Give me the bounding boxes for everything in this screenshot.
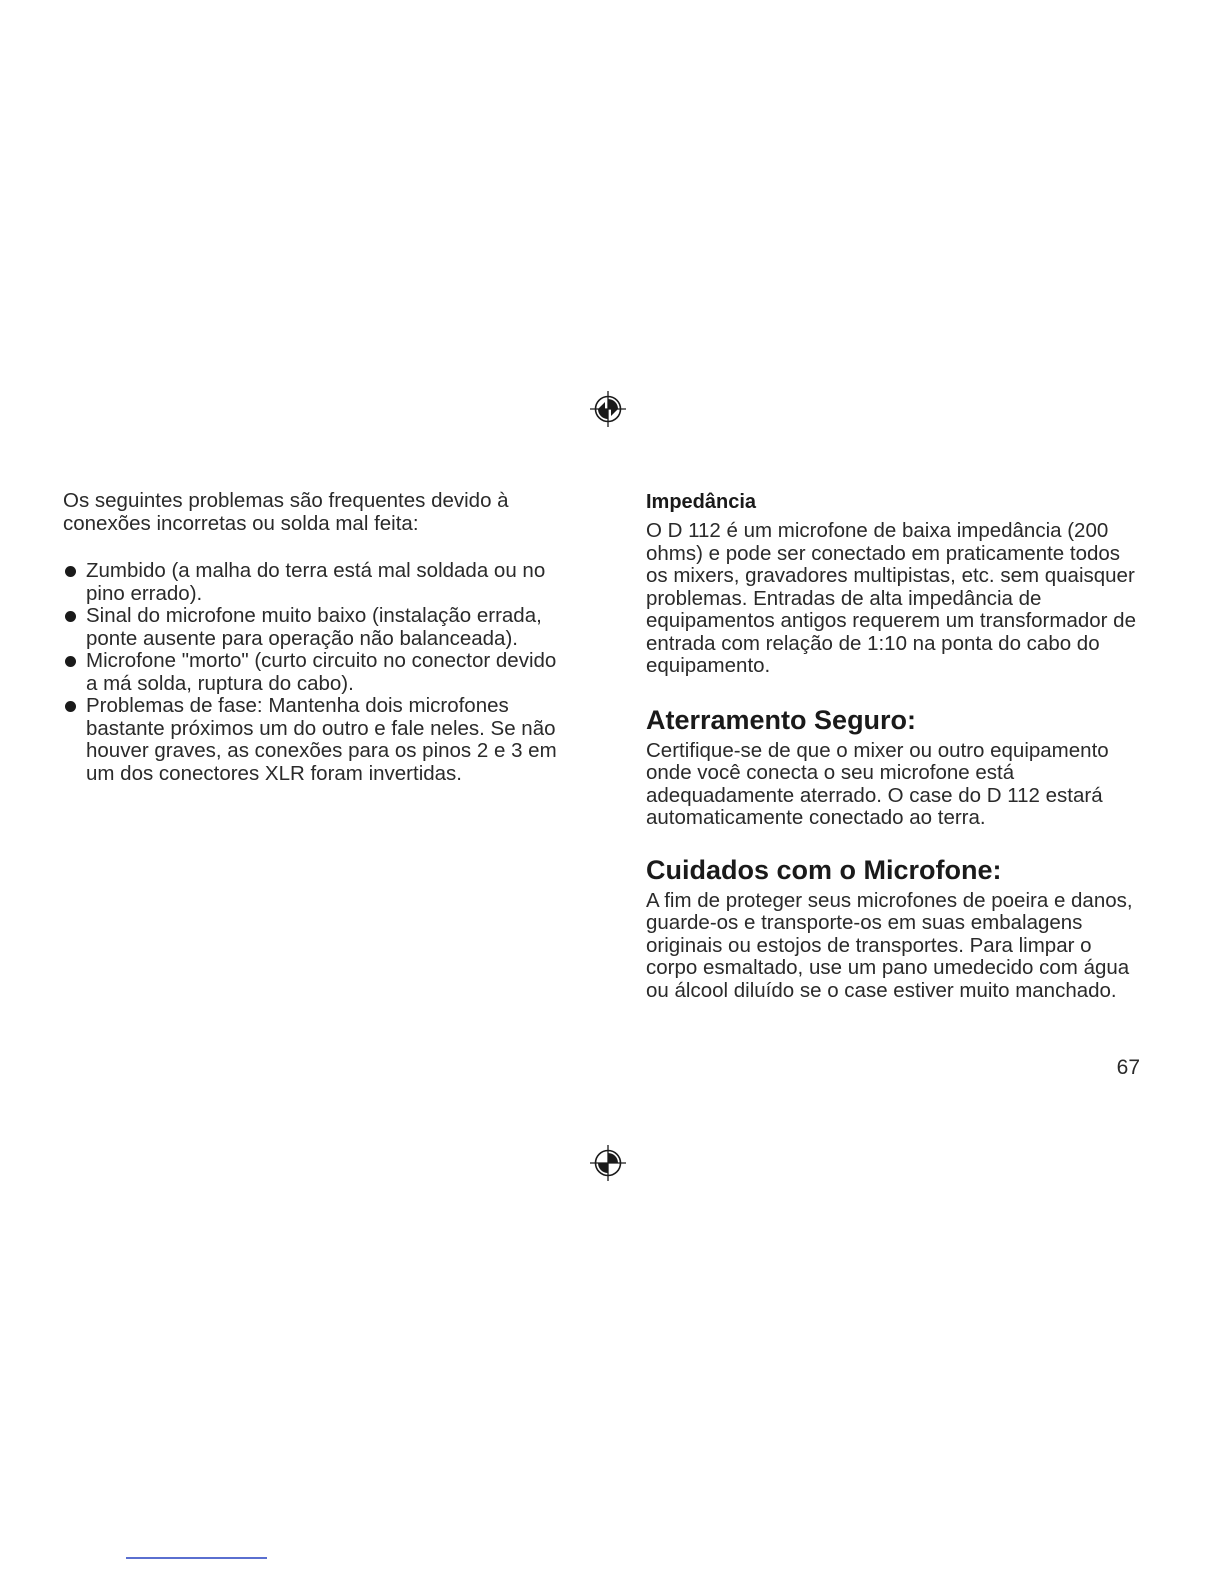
- list-item: [63, 605, 563, 650]
- problem-list: [63, 560, 563, 785]
- bullet-dot-icon: [65, 566, 76, 577]
- list-item-text: Microfone "morto" (curto circuito no conector devido a má solda, ruptura do cabo).: [86, 649, 557, 695]
- page-number: 67: [1116, 1056, 1140, 1079]
- list-item: [63, 560, 563, 605]
- care-heading: Cuidados com o Microfone:: [646, 854, 1002, 885]
- registration-crosshair-icon: [588, 1143, 628, 1183]
- list-item: [63, 695, 563, 785]
- bullet-dot-icon: [65, 656, 76, 667]
- bullet-dot-icon: [65, 611, 76, 622]
- list-item-text: Sinal do microfone muito baixo (instalação errada, ponte ausente para operação não balanceada).: [86, 604, 542, 650]
- impedance-text: O D 112 é um microfone de baixa impedância (200 ohms) e pode ser conectado em praticamente todos os mixers, gravadores multipistas, etc. sem quaisquer problemas. Entradas de alta impedância de equipamentos antigos requerem um transformador de entrada com relação de 1:10 na ponta do cabo do equipamento.: [646, 519, 1136, 677]
- registration-crosshair-icon: [588, 389, 628, 429]
- list-item: [63, 650, 563, 695]
- left-column: [63, 490, 563, 785]
- grounding-text: Certifique-se de que o mixer ou outro equipamento onde você conecta o seu microfone está adequadamente aterrado. O case do D 112 estará automaticamente conectado ao terra.: [646, 738, 1109, 829]
- footer-rule: [126, 1557, 267, 1559]
- list-item-text: Problemas de fase: Mantenha dois microfones bastante próximos um do outro e fale neles. Se não houver graves, as conexões para os pinos 2 e 3 em um dos conectores XLR foram invertidas.: [86, 694, 557, 785]
- intro-paragraph: Os seguintes problemas são frequentes devido à conexões incorretas ou solda mal feita:: [63, 489, 509, 535]
- list-item-text: Zumbido (a malha do terra está mal soldada ou no pino errado).: [86, 559, 546, 605]
- grounding-heading: Aterramento Seguro:: [646, 704, 917, 735]
- impedance-heading: Impedância: [646, 491, 757, 513]
- bullet-dot-icon: [65, 701, 76, 712]
- right-column: [646, 490, 1146, 1002]
- care-text: A fim de proteger seus microfones de poeira e danos, guarde-os e transporte-os em suas embalagens originais ou estojos de transportes. Para limpar o corpo esmaltado, use um pano umedecido com água ou álcool diluído se o case estiver muito manchado.: [646, 888, 1133, 1002]
